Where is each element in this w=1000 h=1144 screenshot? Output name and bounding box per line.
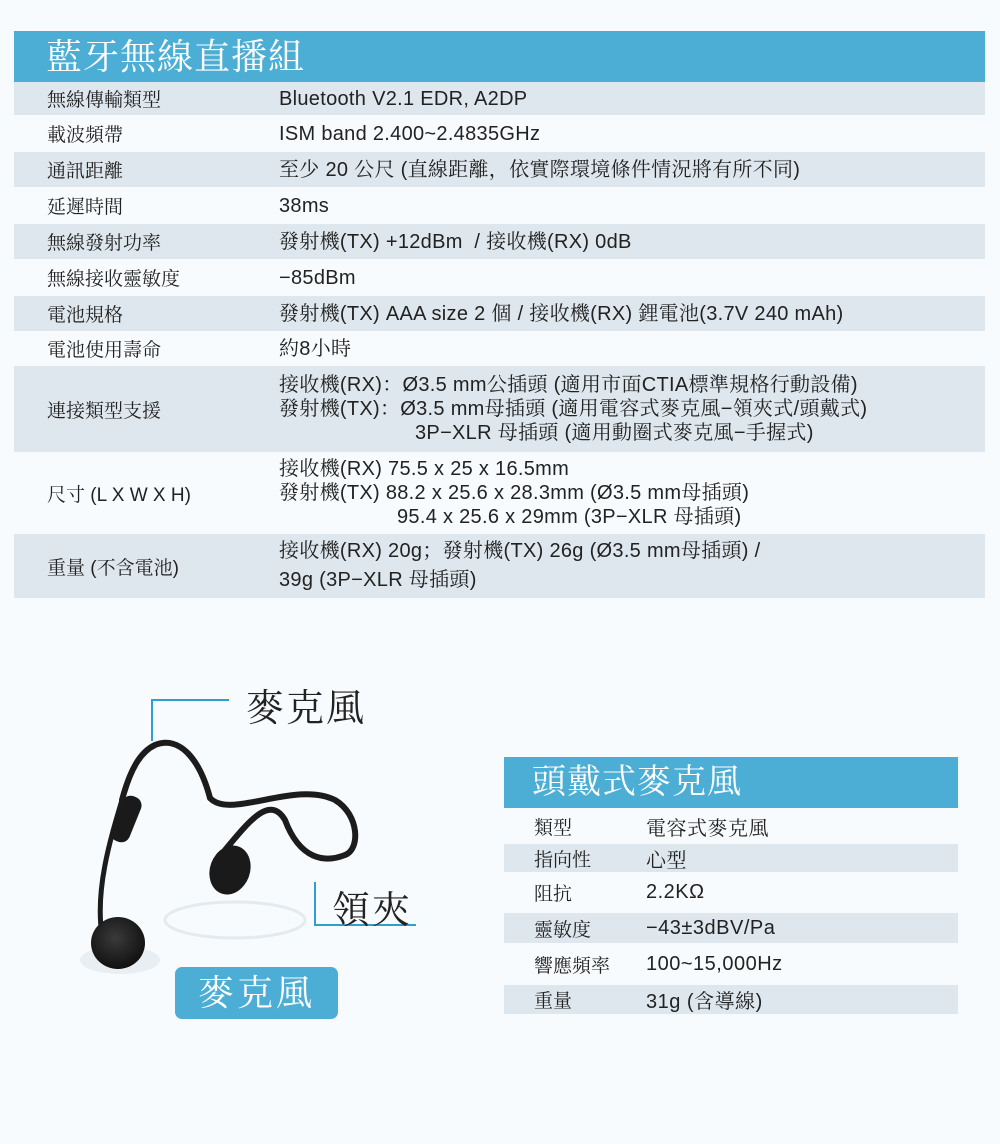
spec-value-line: 3P−XLR 母插頭 (適用動圈式麥克風−手握式) — [415, 422, 814, 444]
spec-row-battery-life — [14, 331, 985, 366]
spec-value — [279, 87, 985, 111]
mic-value: 100~15,000Hz — [646, 952, 783, 975]
spec-label: 連接類型支援 — [47, 400, 162, 422]
spec-label: 無線發射功率 — [47, 233, 162, 254]
spec-value — [279, 266, 985, 290]
spec-value-line: 至少 20 公尺 (直線距離，依實際環境條件情況將有所不同) — [279, 158, 801, 181]
callout-label-clip: 領夾 — [332, 890, 413, 932]
mic-label: 靈敏度 — [534, 919, 592, 941]
mic-label: 響應頻率 — [534, 955, 611, 977]
mic-value: 電容式麥克風 — [646, 817, 769, 840]
spec-value — [279, 337, 985, 361]
mic-label: 阻抗 — [534, 884, 573, 905]
spec-value-line: 發射機(TX) +12dBm / 接收機(RX) 0dB — [279, 230, 632, 253]
spec-value — [279, 373, 985, 445]
spec-value-line: 接收機(RX) 20g；發射機(TX) 26g (Ø3.5 mm母插頭) / — [279, 540, 761, 562]
spec-value-line: 發射機(TX) AAA size 2 個 / 接收機(RX) 鋰電池(3.7V 240 mAh) — [279, 302, 844, 325]
spec-value-line: 38ms — [279, 194, 330, 217]
mic-row-sensitivity — [504, 913, 958, 943]
spec-value-line: 約8小時 — [279, 337, 352, 360]
spec-row-wireless-type — [14, 82, 985, 115]
spec-value — [279, 537, 985, 595]
spec-label: 通訊距離 — [47, 161, 124, 182]
spec-label: 重量 (不含電池) — [47, 557, 179, 579]
spec-value-line: 接收機(RX) 75.5 x 25 x 16.5mm — [279, 458, 570, 480]
spec-table — [14, 31, 985, 598]
spec-row-battery — [14, 296, 985, 331]
mic-row-frequency-response — [504, 943, 958, 985]
microphone-badge: 麥克風 — [175, 967, 338, 1019]
spec-value-line: −85dBm — [279, 266, 356, 289]
mic-value: −43±3dBV/Pa — [646, 916, 776, 939]
spec-row-latency — [14, 187, 985, 224]
spec-row-tx-power — [14, 224, 985, 259]
spec-label: 延遲時間 — [47, 197, 124, 218]
spec-value-line: 接收機(RX)：Ø3.5 mm公插頭 (適用市面CTIA標準規格行動設備) — [279, 374, 858, 396]
mic-value: 2.2KΩ — [646, 881, 705, 903]
spec-label: 載波頻帶 — [47, 125, 124, 146]
mic-label: 重量 — [534, 991, 573, 1012]
mic-value: 心型 — [646, 849, 687, 872]
spec-row-dimensions — [14, 452, 985, 534]
spec-value — [279, 158, 985, 182]
spec-value — [279, 122, 985, 146]
mic-row-impedance — [504, 872, 958, 913]
spec-value-line: 95.4 x 25.6 x 29mm (3P−XLR 母插頭) — [397, 506, 742, 528]
spec-value — [279, 302, 985, 326]
spec-row-connection — [14, 366, 985, 452]
spec-value — [279, 457, 985, 529]
mic-row-type — [504, 808, 958, 844]
spec-row-carrier-band — [14, 115, 985, 152]
spec-value-line: 發射機(TX) 88.2 x 25.6 x 28.3mm (Ø3.5 mm母插頭) — [279, 482, 750, 504]
mic-row-directivity — [504, 844, 958, 872]
spec-value-line: Bluetooth V2.1 EDR, A2DP — [279, 87, 528, 110]
spec-row-weight — [14, 534, 985, 598]
spec-value-line: ISM band 2.400~2.4835GHz — [279, 122, 541, 145]
spec-value-line: 39g (3P−XLR 母插頭) — [279, 569, 477, 591]
mic-value: 31g (含導線) — [646, 991, 763, 1013]
mic-label: 指向性 — [534, 849, 592, 871]
spec-value — [279, 194, 985, 218]
mic-row-weight — [504, 985, 958, 1014]
spec-label: 無線接收靈敏度 — [47, 269, 181, 290]
spec-label: 無線傳輸類型 — [47, 90, 162, 111]
spec-label: 電池使用壽命 — [47, 340, 162, 361]
callout-label-microphone: 麥克風 — [246, 688, 367, 730]
mic-table-title: 頭戴式麥克風 — [504, 757, 958, 808]
spec-value — [279, 230, 985, 254]
spec-row-range — [14, 152, 985, 187]
headset-microphone-icon — [60, 700, 400, 990]
spec-value-line: 發射機(TX)：Ø3.5 mm母插頭 (適用電容式麥克風−領夾式/頭戴式) — [279, 398, 868, 420]
spec-label: 尺寸 (L X W X H) — [47, 484, 191, 506]
mic-spec-table — [504, 757, 958, 1014]
mic-label: 類型 — [534, 817, 573, 839]
spec-label: 電池規格 — [47, 305, 124, 326]
spec-table-title: 藍牙無線直播組 — [14, 31, 985, 82]
spec-row-rx-sensitivity — [14, 259, 985, 296]
